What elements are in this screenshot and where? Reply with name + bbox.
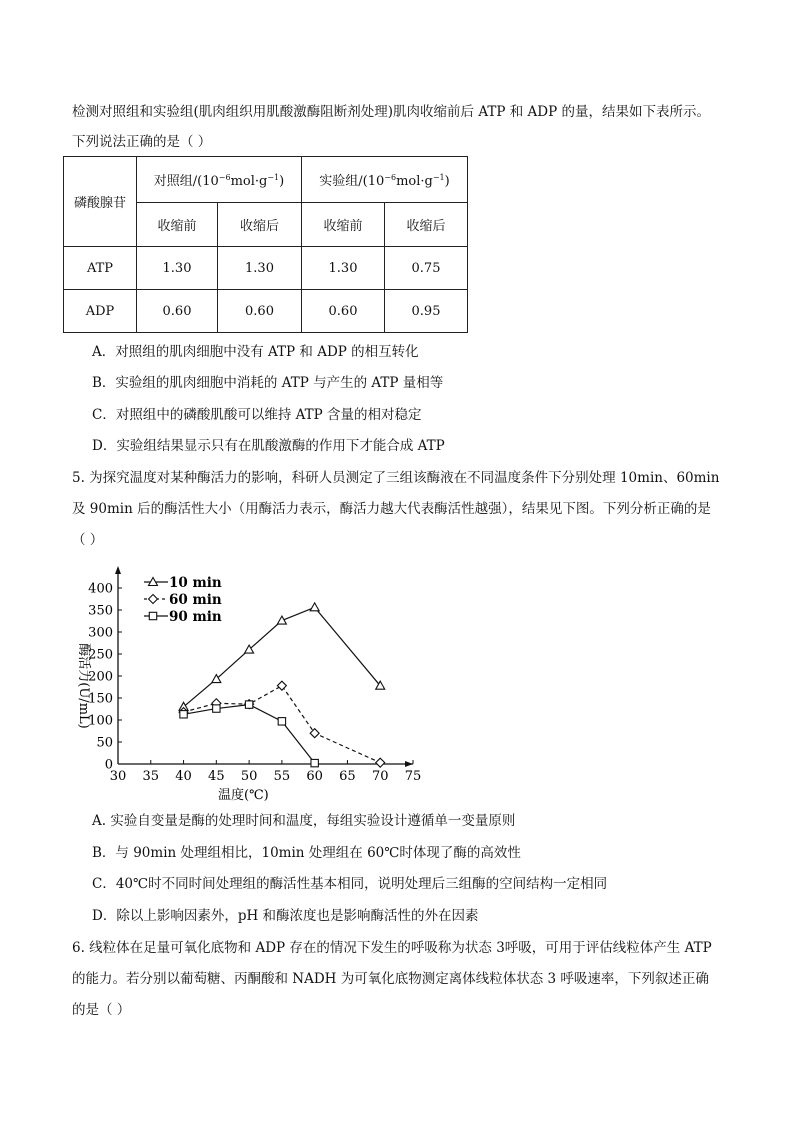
q4-stem-line2: 下列说法正确的是（ ）: [72, 134, 212, 150]
x-axis-arrow: [405, 761, 413, 767]
table-group-experimental: 实验组$/(10^{-6}mol\cdot g^{-1})$: [302, 157, 468, 203]
data-point-square: [213, 705, 220, 712]
table-cell: 1.30: [302, 247, 385, 290]
y-tick-label: 50: [96, 735, 113, 751]
q4-option-b: B．实验组的肌肉细胞中消耗的 ATP 与产生的 ATP 量相等: [92, 375, 444, 391]
chart-series: [179, 603, 385, 767]
q5-option-a: A. 实验自变量是酶的处理时间和温度，每组实验设计遵循单一变量原则: [92, 813, 516, 829]
y-tick-label: 250: [88, 647, 113, 663]
table-cell: 0.75: [385, 247, 468, 290]
x-tick-label: 50: [240, 769, 258, 784]
chart-legend: [144, 575, 222, 625]
data-point-triangle: [277, 616, 286, 624]
table-cell: 1.30: [137, 247, 218, 290]
data-point-square: [180, 711, 187, 718]
x-tick-label: 45: [208, 769, 225, 784]
x-tick-label: 70: [371, 769, 389, 784]
table-subheader: 收缩前: [302, 203, 385, 247]
data-point-square: [278, 718, 285, 725]
chart-x-label: 温度(℃): [218, 788, 269, 803]
q6-stem-line2: 的能力。若分别以葡萄糖、丙酮酸和 NADH 为可氧化底物测定离体线粒体状态 3 呼吸速率，下列叙述正确: [72, 971, 709, 987]
q5-stem-line3: （ ）: [72, 532, 104, 548]
atp-adp-table: [63, 156, 468, 333]
y-tick-label: 300: [88, 625, 113, 641]
legend-label: 90 min: [169, 609, 222, 625]
data-point-diamond: [277, 681, 286, 690]
q6-stem-line3: 的是（ ）: [72, 1002, 131, 1018]
y-tick-label: 350: [88, 603, 113, 619]
x-tick-label: 40: [175, 769, 192, 784]
data-point-square: [311, 759, 318, 766]
q5-stem-line2: 及 90min 后的酶活性大小（用酶活力表示，酶活力越大代表酶活性越强），结果见下图。下列分析正确的是: [72, 501, 711, 517]
q4-option-a: A．对照组的肌肉细胞中没有 ATP 和 ADP 的相互转化: [92, 344, 419, 360]
table-cell: 0.60: [302, 290, 385, 333]
y-tick-label: 0: [104, 757, 113, 773]
table-subheader: 收缩前: [137, 203, 218, 247]
table-subheader: 收缩后: [218, 203, 302, 247]
x-tick-label: 60: [306, 769, 323, 784]
series-line-square: [184, 705, 315, 764]
table-row-header: 磷酸腺苷: [64, 157, 137, 247]
y-tick-label: 200: [88, 669, 113, 685]
q5-stem-line1: 5. 为探究温度对某种酶活力的影响，科研人员测定了三组该酶液在不同温度条件下分别处理 10min、60min: [72, 470, 720, 486]
q5-option-c: C．40℃时不同时间处理组的酶活性基本相同，说明处理后三组酶的空间结构一定相同: [92, 876, 608, 892]
data-point-diamond: [310, 729, 319, 738]
table-row: [64, 290, 468, 333]
legend-marker-square: [149, 612, 156, 619]
q5-option-d: D．除以上影响因素外，pH 和酶浓度也是影响酶活性的外在因素: [92, 908, 479, 924]
table-cell: 0.60: [218, 290, 302, 333]
chart-y-label: 酶活力(U/mL): [76, 643, 91, 729]
enzyme-activity-chart: [60, 562, 430, 810]
legend-label: 60 min: [169, 592, 222, 608]
legend-label: 10 min: [169, 575, 222, 591]
data-point-triangle: [310, 603, 319, 611]
table-subheader: 收缩后: [385, 203, 468, 247]
chart-ticks: [88, 582, 421, 785]
table-cell: 0.95: [385, 290, 468, 333]
table-cell: ATP: [64, 247, 137, 290]
y-tick-label: 100: [88, 713, 113, 729]
table-cell: 1.30: [218, 247, 302, 290]
legend-marker-diamond: [149, 595, 158, 604]
table-cell: ADP: [64, 290, 137, 333]
q6-stem-line1: 6. 线粒体在足量可氧化底物和 ADP 存在的情况下发生的呼吸称为状态 3呼吸，可用于评估线粒体产生 ATP: [72, 940, 712, 956]
x-tick-label: 65: [339, 769, 356, 784]
y-axis-arrow: [115, 566, 121, 574]
table-cell: 0.60: [137, 290, 218, 333]
table-group-control: 对照组$/(10^{-6}mol\cdot g^{-1})$: [137, 157, 302, 203]
y-tick-label: 150: [88, 691, 113, 707]
x-tick-label: 55: [273, 769, 291, 784]
x-tick-label: 30: [109, 769, 127, 784]
data-point-diamond: [376, 758, 385, 767]
y-tick-label: 400: [88, 581, 113, 597]
table-row: [64, 247, 468, 290]
data-point-square: [245, 701, 252, 708]
x-tick-label: 75: [404, 769, 422, 784]
chart-axes: [115, 566, 413, 767]
q4-option-c: C．对照组中的磷酸肌酸可以维持 ATP 含量的相对稳定: [92, 407, 422, 423]
q4-stem-line1: 检测对照组和实验组(肌肉组织用肌酸激酶阻断剂处理)肌肉收缩前后 ATP 和 ADP 的量，结果如下表所示。: [72, 104, 710, 120]
q4-option-d: D．实验组结果显示只有在肌酸激酶的作用下才能合成 ATP: [92, 438, 445, 454]
x-tick-label: 35: [142, 769, 160, 784]
q5-option-b: B．与 90min 处理组相比，10min 处理组在 60℃时体现了酶的高效性: [92, 845, 521, 861]
